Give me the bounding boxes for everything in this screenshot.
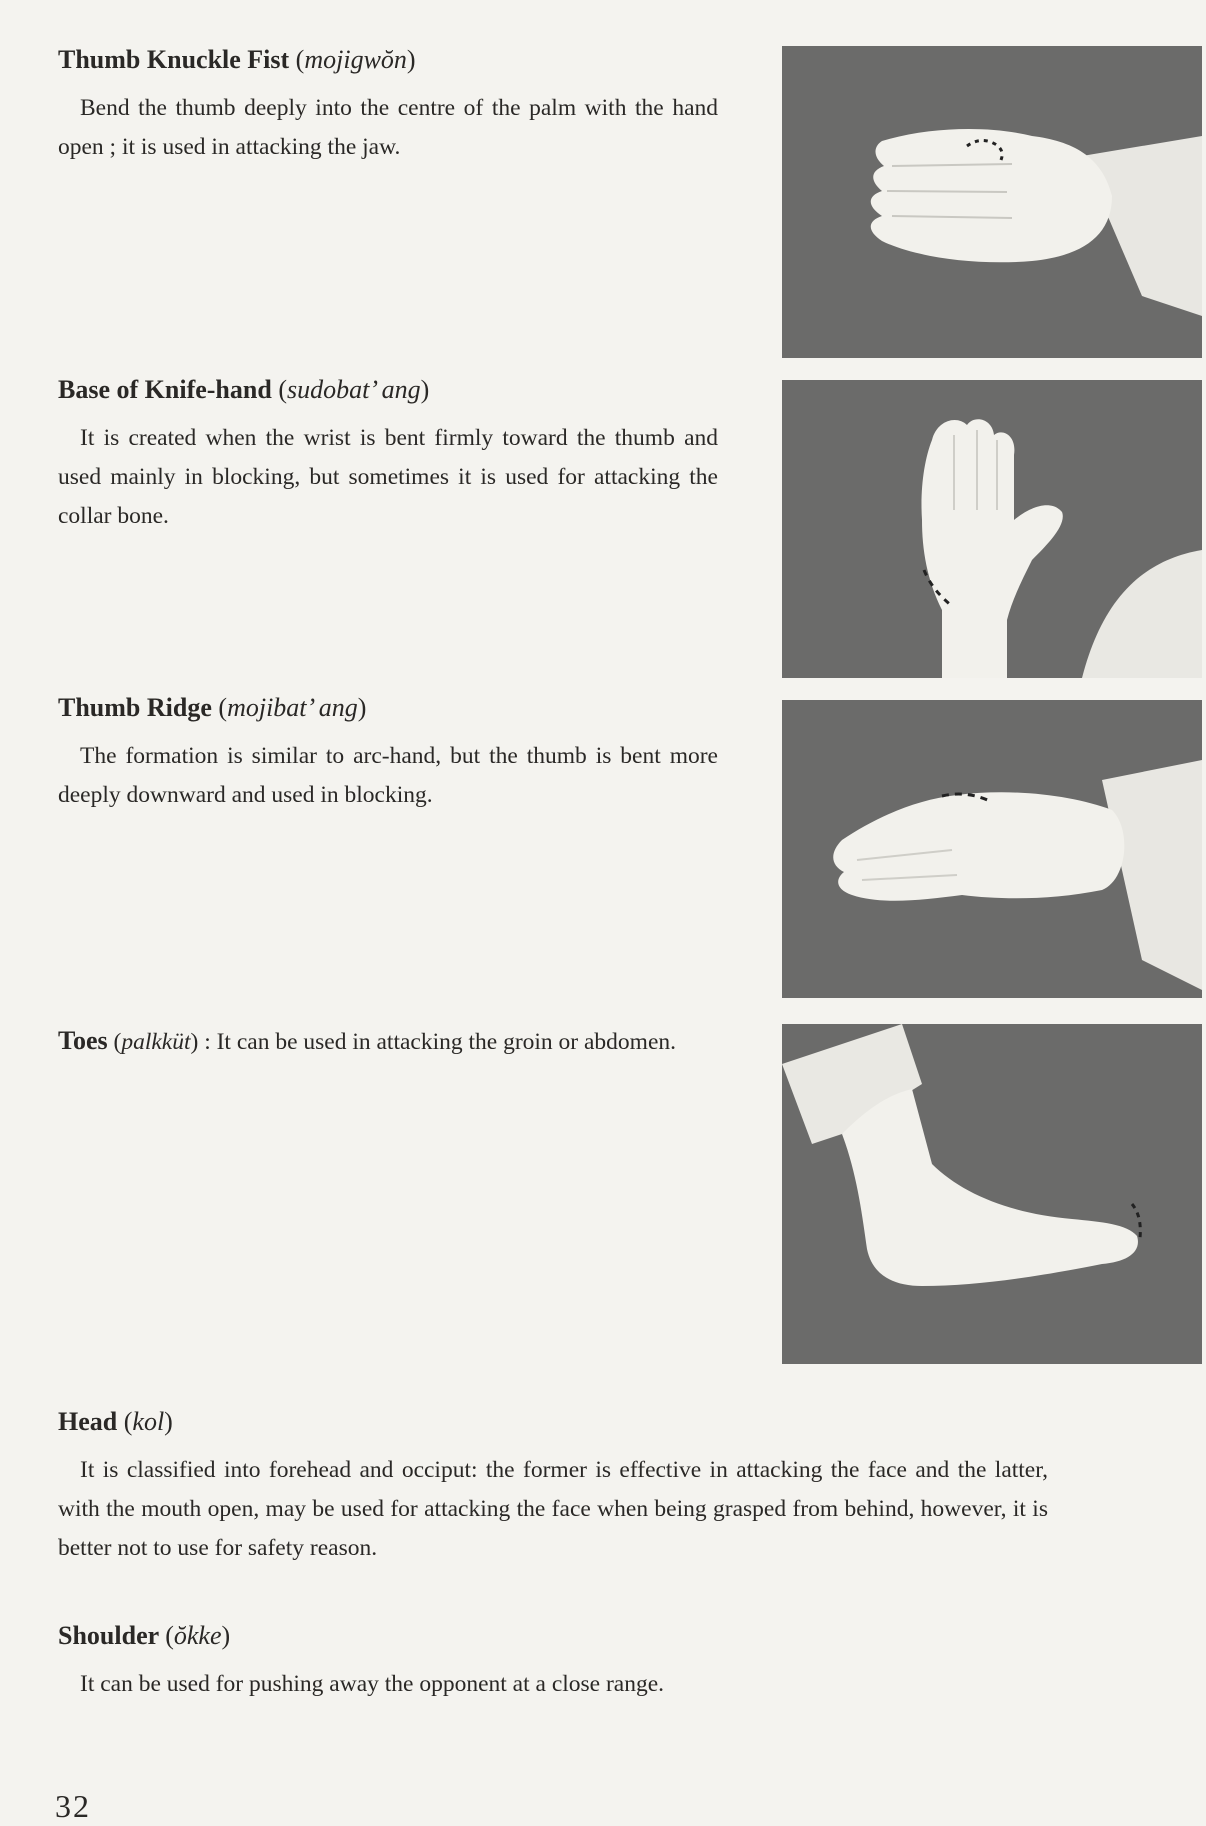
entry-title-text: Base of Knife-hand (58, 375, 272, 404)
entry-term: ŏkke (173, 1621, 222, 1650)
entry-term: palkküt (121, 1029, 191, 1055)
entry-title-text: Thumb Ridge (58, 693, 212, 722)
entry-body: It is created when the wrist is bent firmly toward the thumb and used mainly in blocking, but sometimes it is used for attacking the collar bone. (58, 425, 718, 529)
entry-separator: : (198, 1029, 217, 1055)
foot-illustration (782, 1024, 1202, 1364)
entry-title: Shoulder (ŏkke) (58, 1621, 231, 1650)
entry-title: Base of Knife-hand (sudobat’ ang) (58, 375, 430, 404)
entry-shoulder (58, 1620, 1048, 1704)
entry-toes (58, 1016, 718, 1067)
entry-body: The formation is similar to arc-hand, but the thumb is bent more deeply downward and used in blocking. (58, 743, 718, 808)
entry-title: Thumb Knuckle Fist (mojigwŏn) (58, 45, 416, 74)
entry-term: kol (132, 1407, 165, 1436)
entry-term: mojibat’ ang (227, 693, 358, 722)
photo-thumb-knuckle-fist (782, 46, 1202, 358)
page-number: 32 (55, 1788, 91, 1824)
entry-title-text: Thumb Knuckle Fist (58, 45, 290, 74)
hand-illustration (782, 700, 1202, 998)
photo-toes (782, 1024, 1202, 1364)
hand-illustration (782, 46, 1202, 358)
photo-thumb-ridge (782, 700, 1202, 998)
hand-illustration (782, 380, 1202, 678)
entry-inline-text: Toes (palkküt) : It can be used in attacking the groin or abdomen. (58, 1026, 677, 1055)
entry-body: It can be used for pushing away the opponent at a close range. (80, 1671, 665, 1698)
entry-title: Head (kol) (58, 1407, 173, 1436)
entry-base-of-knife-hand (58, 374, 718, 535)
entry-term: sudobat’ ang (286, 375, 421, 404)
entry-title-text: Shoulder (58, 1621, 159, 1650)
entry-term: mojigwŏn (304, 45, 407, 74)
entry-title: Thumb Ridge (mojibat’ ang) (58, 693, 367, 722)
entry-thumb-knuckle-fist (58, 44, 718, 167)
entry-body: It is classified into forehead and occiput: the former is effective in attacking the face and the latter, with the mouth open, may be used for attacking the face when being grasped from behind, however, it is better not to use for safety reason. (58, 1457, 1048, 1561)
entry-title-text: Toes (58, 1026, 108, 1055)
entry-thumb-ridge (58, 692, 718, 815)
entry-title-text: Head (58, 1407, 118, 1436)
entry-body: Bend the thumb deeply into the centre of the palm with the hand open ; it is used in attacking the jaw. (58, 95, 718, 160)
photo-base-of-knife-hand (782, 380, 1202, 678)
entry-head (58, 1406, 1048, 1567)
entry-body: It can be used in attacking the groin or abdomen. (216, 1029, 677, 1055)
